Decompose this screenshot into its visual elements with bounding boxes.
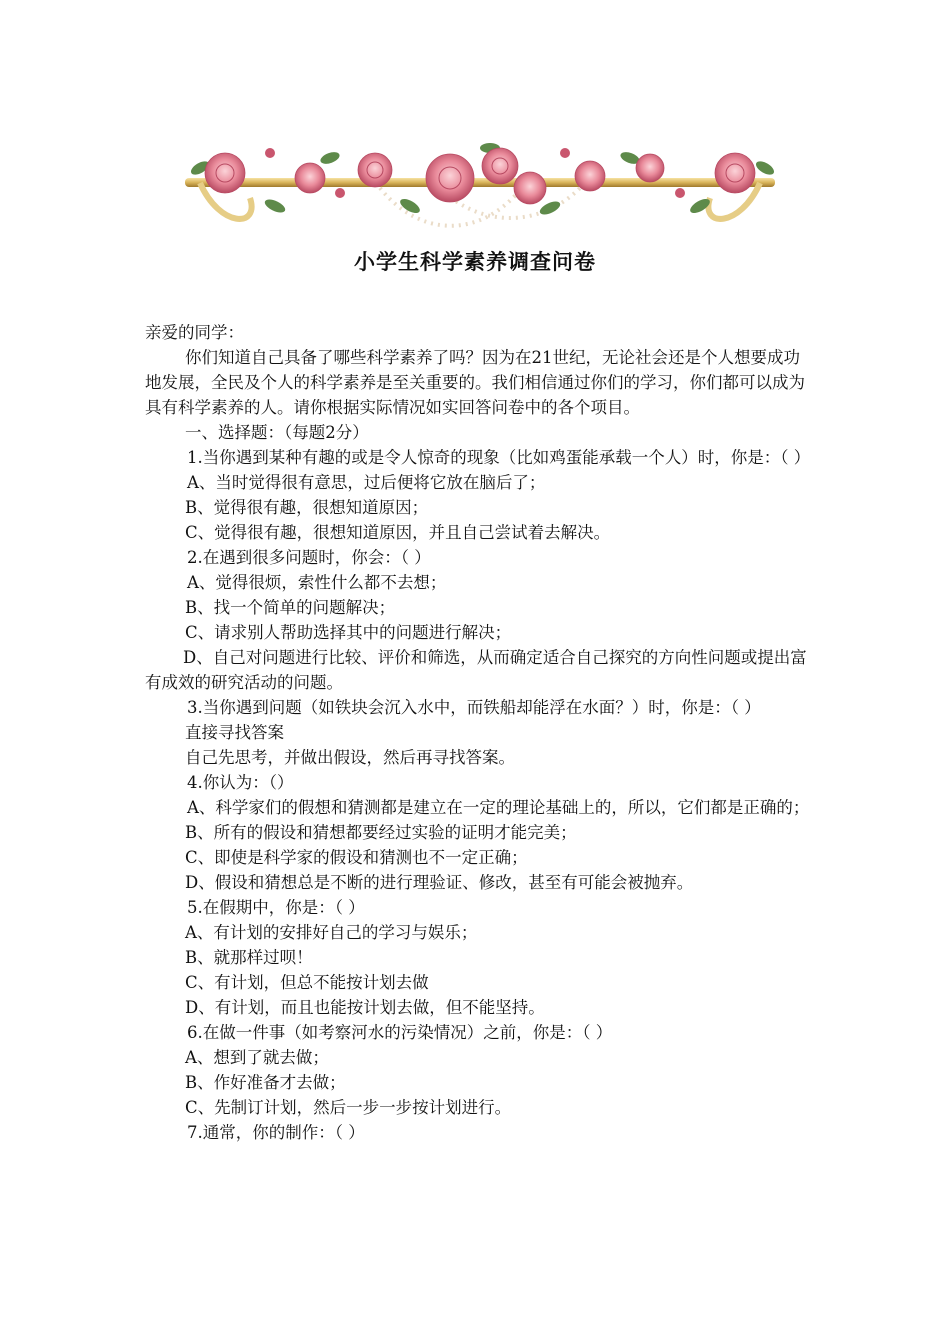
q4-option-a: A、科学家们的假想和猜测都是建立在一定的理论基础上的，所以，它们都是正确的； (187, 798, 810, 817)
q3-option-a: 直接寻找答案 (185, 723, 284, 742)
greeting: 亲爱的同学： (145, 323, 244, 342)
q5-option-a: A、有计划的安排好自己的学习与娱乐； (185, 923, 478, 942)
question-5: 5.在假期中，你是：（ ） (187, 898, 365, 917)
question-6: 6.在做一件事（如考察河水的污染情况）之前，你是：（ ） (187, 1023, 613, 1042)
q2-option-a: A、觉得很烦，索性什么都不去想； (187, 573, 447, 592)
rose-garland-banner (180, 128, 780, 238)
question-3: 3.当你遇到问题（如铁块会沉入水中，而铁船却能浮在水面？）时，你是：（ ） (187, 698, 761, 717)
question-1: 1.当你遇到某种有趣的或是令人惊奇的现象（比如鸡蛋能承载一个人）时，你是：（ ） (187, 448, 811, 467)
q3-option-b: 自己先思考，并做出假设，然后再寻找答案。 (185, 748, 515, 767)
q5-option-d: D、有计划，而且也能按计划去做，但不能坚持。 (185, 998, 545, 1017)
q2-option-b: B、找一个简单的问题解决； (185, 598, 396, 617)
q4-option-d: D、假设和猜想总是不断的进行理验证、修改，甚至有可能会被抛弃。 (185, 873, 694, 892)
q5-option-c: C、有计划，但总不能按计划去做 (185, 973, 429, 992)
page-title: 小学生科学素养调查问卷 (354, 249, 596, 274)
q6-option-c: C、先制订计划，然后一步一步按计划进行。 (185, 1098, 512, 1117)
q6-option-b: B、作好准备才去做； (185, 1073, 346, 1092)
q2-option-d: D、自己对问题进行比较、评价和筛选，从而确定适合自己探究的方向性问题或提出富有成效的研究活动的问题。 (145, 648, 807, 692)
intro-paragraph: 你们知道自己具备了哪些科学素养了吗？因为在21世纪，无论社会还是个人想要成功地发展，全民及个人的科学素养是至关重要的。我们相信通过你们的学习，你们都可以成为具有科学素养的人。请你根据实际情况如实回答问卷中的各个项目。 (145, 348, 805, 417)
q2-option-c: C、请求别人帮助选择其中的问题进行解决； (185, 623, 512, 642)
question-2: 2.在遇到很多问题时，你会：（ ） (187, 548, 431, 567)
q1-option-c: C、觉得很有趣，很想知道原因，并且自己尝试着去解决。 (185, 523, 611, 542)
question-7: 7.通常，你的制作：（ ） (187, 1123, 365, 1142)
q1-option-a: A、当时觉得很有意思，过后便将它放在脑后了； (187, 473, 546, 492)
document-body (145, 320, 810, 1145)
q6-option-a: A、想到了就去做； (185, 1048, 329, 1067)
question-4: 4.你认为：（） (187, 773, 294, 792)
q4-option-c: C、即使是科学家的假设和猜测也不一定正确； (185, 848, 528, 867)
q1-option-b: B、觉得很有趣，很想知道原因； (185, 498, 429, 517)
section-heading: 一、选择题：（每题2分） (185, 423, 369, 442)
q4-option-b: B、所有的假设和猜想都要经过实验的证明才能完美； (185, 823, 577, 842)
q5-option-b: B、就那样过呗！ (185, 948, 313, 967)
